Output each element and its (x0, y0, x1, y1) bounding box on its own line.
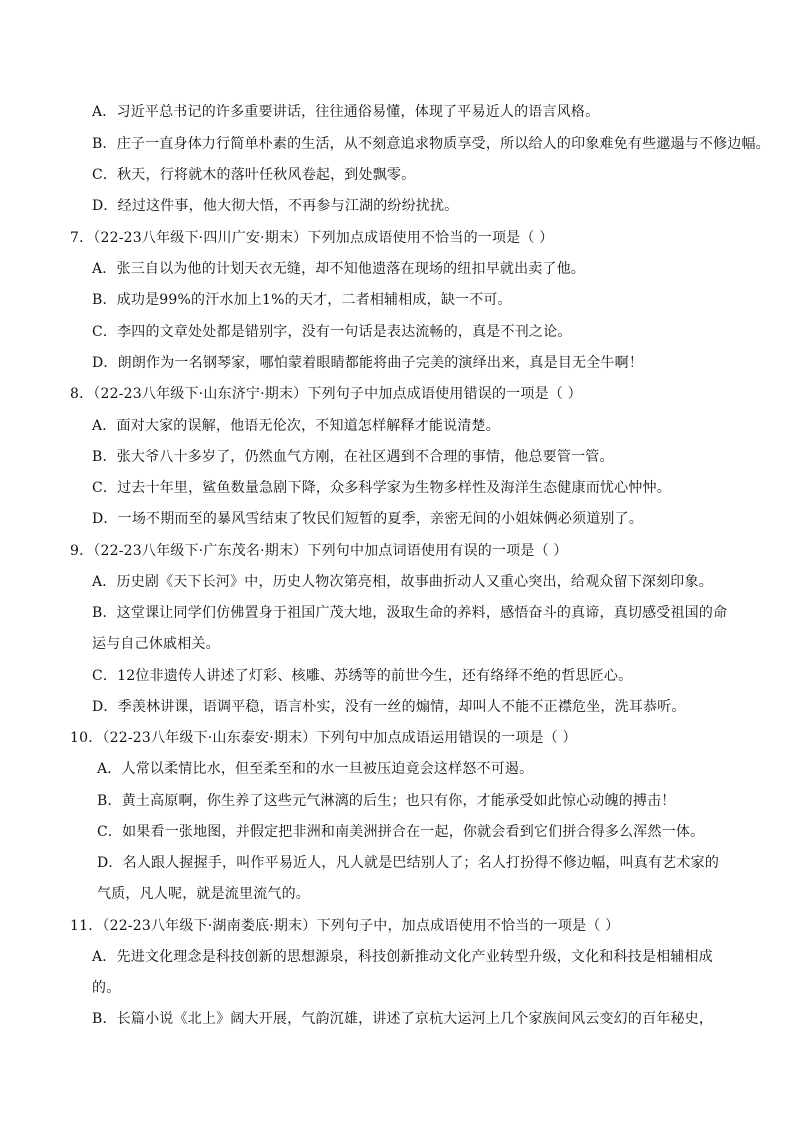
question-7-stem: 7．（22-23八年级下·四川广安·期末）下列加点成语使用不恰当的一项是（ ） (70, 230, 554, 246)
question-8-option-b: B．张大爷八十多岁了，仍然血气方刚，在社区遇到不合理的事情，他总要管一管。 (92, 449, 614, 465)
question-10-stem: 10．（22-23八年级下·山东泰安·期末）下列句中加点成语运用错误的一项是（ ） (70, 730, 577, 746)
question-9-option-d: D．季羡林讲课，语调平稳，语言朴实，没有一丝的煽情，却叫人不能不正襟危坐，洗耳恭听。 (92, 699, 686, 715)
question-9-option-b-cont: 运与自己休戚相关。 (92, 636, 220, 652)
question-9-option-c: C．12位非遗传人讲述了灯彩、核雕、苏绣等的前世今生，还有络绎不绝的哲思匠心。 (92, 668, 633, 684)
question-11-option-a: A．先进文化理念是科技创新的思想源泉，科技创新推动文化产业转型升级，文化和科技是相辅相成 (92, 949, 713, 965)
question-11-stem: 11．（22-23八年级下·湖南娄底·期末）下列句子中，加点成语使用不恰当的一项是（ ） (70, 918, 620, 934)
question-8-option-c: C．过去十年里，鲨鱼数量急剧下降，众多科学家为生物多样性及海洋生态健康而忧心忡忡。 (92, 480, 671, 496)
prev-option-c: C．秋天，行将就木的落叶任秋风卷起，到处飘零。 (92, 167, 416, 183)
question-7-option-d: D．朗朗作为一名钢琴家，哪怕蒙着眼睛都能将曲子完美的演绎出来，真是目无全牛啊！ (92, 355, 644, 371)
question-9-option-a: A．历史剧《天下长河》中，历史人物次第亮相，故事曲折动人又重心突出，给观众留下深刻印象。 (92, 574, 713, 590)
question-11-option-b: B．长篇小说《北上》阔大开展，气韵沉雄，讲述了京杭大运河上几个家族间风云变幻的百年秘史， (92, 1011, 714, 1027)
question-11-option-a-cont: 的。 (92, 980, 121, 996)
question-10-option-d: D．名人跟人握握手，叫作平易近人，凡人就是巴结别人了；名人打扮得不修边幅，叫真有艺术家的 (97, 855, 720, 871)
prev-option-b: B．庄子一直身体力行简单朴素的生活，从不刻意追求物质享受，所以给人的印象难免有些邋遢与不修边幅。 (92, 136, 770, 152)
question-7-option-c: C．李四的文章处处都是错别字，没有一句话是表达流畅的，真是不刊之论。 (92, 324, 572, 340)
question-8-option-a: A．面对大家的误解，他语无伦次，不知道怎样解释才能说清楚。 (92, 418, 500, 434)
question-9-option-b: B．这堂课让同学们仿佛置身于祖国广茂大地，汲取生命的养料，感悟奋斗的真谛，真切感受祖国的命 (92, 605, 728, 621)
question-9-stem: 9．（22-23八年级下·广东茂名·期末）下列句中加点词语使用有误的一项是（ ） (70, 543, 568, 559)
question-7-option-b: B．成功是99%的汗水加上1%的天才，二者相辅相成，缺一不可。 (92, 292, 512, 308)
prev-option-d: D．经过这件事，他大彻大悟，不再参与江湖的纷纷扰扰。 (92, 198, 459, 214)
question-8-stem: 8．（22-23八年级下·山东济宁·期末）下列句子中加点成语使用错误的一项是（ ） (70, 386, 582, 402)
question-10-option-d-cont: 气质，凡人呢，就是流里流气的。 (97, 886, 310, 902)
prev-option-a: A．习近平总书记的许多重要讲话，往往通俗易懂，体现了平易近人的语言风格。 (92, 104, 600, 120)
question-8-option-d: D．一场不期而至的暴风雪结束了牧民们短暂的夏季，亲密无间的小姐妹俩必须道别了。 (92, 511, 644, 527)
question-10-option-b: B．黄土高原啊，你生养了这些元气淋漓的后生；也只有你，才能承受如此惊心动魄的搏击！ (97, 793, 676, 809)
question-10-option-a: A．人常以柔情比水，但至柔至和的水一旦被压迫竟会这样怒不可遏。 (97, 761, 534, 777)
question-7-option-a: A．张三自以为他的计划天衣无缝，却不知他遗落在现场的纽扣早就出卖了他。 (92, 261, 586, 277)
question-10-option-c: C．如果看一张地图，并假定把非洲和南美洲拼合在一起，你就会看到它们拼合得多么浑然一体。 (97, 824, 705, 840)
